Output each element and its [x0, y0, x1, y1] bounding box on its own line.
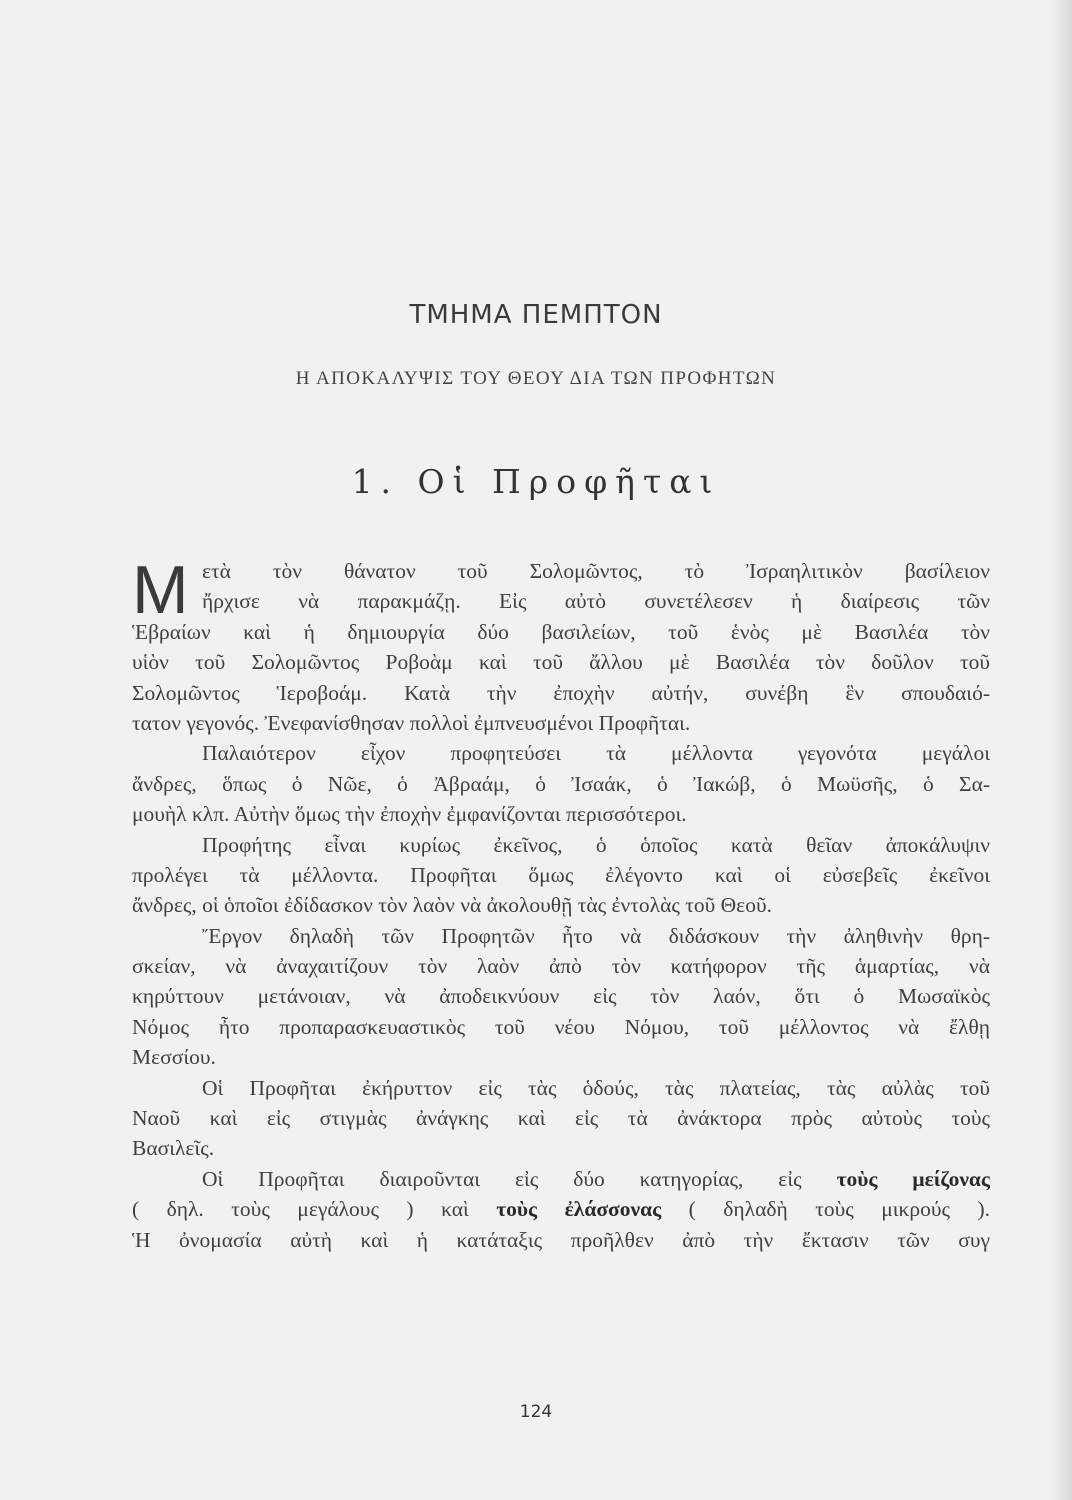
text-line: ετὰ τὸν θάνατον τοῦ Σολομῶντος, τὸ Ἰσραηλιτικὸν βασίλειον [202, 559, 990, 583]
text-line: Οἱ Προφῆται ἐκήρυττον εἰς τὰς ὁδούς, τὰς πλατείας, τὰς αὐλὰς τοῦ [202, 1075, 990, 1100]
text-line: Ἑβραίων καὶ ἡ δημιουργία δύο βασιλείων, τοῦ ἑνὸς μὲ Βασιλέα τὸν [132, 619, 990, 644]
page-number: 124 [519, 1402, 553, 1422]
paragraph-4 [132, 921, 990, 1073]
text-line: σκείαν, νὰ ἀναχαιτίζουν τὸν λαὸν ἀπὸ τὸν κατήφορον τῆς ἁμαρτίας, νὰ [132, 954, 990, 979]
text-line: κηρύττουν μετάνοιαν, νὰ ἀποδεικνύουν εἰς τὸν λαόν, ὅτι ὁ Μωσαϊκὸς [132, 984, 990, 1009]
text-line: Ναοῦ καὶ εἰς στιγμὰς ἀνάγκης καὶ εἰς τὰ ἀνάκτορα πρὸς αὐτοὺς τοὺς [132, 1106, 990, 1131]
text-line: Νόμος ἦτο προπαρασκευαστικὸς τοῦ νέου Νόμου, τοῦ μέλλοντος νὰ ἔλθῃ [132, 1014, 990, 1039]
text-line: Παλαιότερον εἶχον προφητεύσει τὰ μέλλοντα γεγονότα μεγάλοι [202, 741, 990, 766]
text-line: Ἔργον δηλαδὴ τῶν Προφητῶν ἦτο νὰ διδάσκουν τὴν ἀληθινὴν θρη- [202, 923, 990, 948]
text-run: ( δηλ. τοὺς μεγάλους ) καὶ [132, 1197, 497, 1222]
bold-term-major: τοὺς μείζονας [836, 1166, 990, 1191]
text-line: Ἡ ὀνομασία αὐτὴ καὶ ἡ κατάταξις προῆλθεν ἀπὸ τὴν ἔκτασιν τῶν συγ [132, 1227, 990, 1252]
body-text [132, 552, 990, 1255]
text-line [132, 1194, 990, 1224]
paragraph-2 [132, 738, 990, 829]
text-line: ἤρχισε νὰ παρακμάζῃ. Εἰς αὐτὸ συνετέλεσεν ἡ διαίρεσις τῶν [202, 589, 990, 614]
text-line: Μεσσίου. [132, 1045, 216, 1070]
text-line: προλέγει τὰ μέλλοντα. Προφῆται ὅμως ἐλέγοντο καὶ οἱ εὐσεβεῖς ἐκεῖνοι [132, 862, 990, 887]
text-line: Βασιλεῖς. [132, 1136, 215, 1161]
bold-term-minor: τοὺς ἐλάσσονας [496, 1197, 662, 1222]
page-edge-shadow [1050, 0, 1072, 1500]
text-line: ἄνδρες, ὅπως ὁ Νῶε, ὁ Ἀβραάμ, ὁ Ἰσαάκ, ὁ Ἰακώβ, ὁ Μωϋσῆς, ὁ Σα- [132, 771, 990, 796]
text-run: ( δηλαδὴ τοὺς μικρούς ). [661, 1197, 990, 1222]
text-line: Προφήτης εἶναι κυρίως ἐκεῖνος, ὁ ὁποῖος κατὰ θεῖαν ἀποκάλυψιν [202, 832, 990, 857]
paragraph-6 [132, 1164, 990, 1255]
paragraph-1 [132, 552, 990, 738]
paragraph-5 [132, 1073, 990, 1164]
text-line: μουὴλ κλπ. Αὐτὴν ὅμως τὴν ἐποχὴν ἐμφανίζονται περισσότεροι. [132, 802, 687, 827]
text-line: Σολομῶντος Ἱεροβοάμ. Κατὰ τὴν ἐποχὴν αὐτήν, συνέβη ἓν σπουδαιό- [132, 680, 990, 705]
text-line: ἄνδρες, οἱ ὁποῖοι ἐδίδασκον τὸν λαὸν νὰ ἀκολουθῇ τὰς ἐντολὰς τοῦ Θεοῦ. [132, 893, 772, 918]
drop-cap: Μ [132, 552, 189, 628]
text-line: τατον γεγονός. Ἐνεφανίσθησαν πολλοὶ ἐμπνευσμένοι Προφῆται. [132, 710, 691, 735]
section-subtitle: Η ΑΠΟΚΑΛΥΨΙΣ ΤΟΥ ΘΕΟΥ ΔΙΑ ΤΩΝ ΠΡΟΦΗΤΩΝ [295, 368, 777, 389]
text-line: υἱὸν τοῦ Σολομῶντος Ροβοὰμ καὶ τοῦ ἄλλου μὲ Βασιλέα τὸν δοῦλον τοῦ [132, 650, 990, 675]
paragraph-3 [132, 830, 990, 921]
section-heading: ΤΜΗΜΑ ΠΕΜΠΤΟΝ [409, 300, 663, 330]
text-line [132, 1164, 990, 1194]
chapter-title: 1. Οἱ Προφῆται [351, 462, 721, 501]
text-run: Οἱ Προφῆται διαιροῦνται εἰς δύο κατηγορίας, εἰς [202, 1166, 837, 1191]
